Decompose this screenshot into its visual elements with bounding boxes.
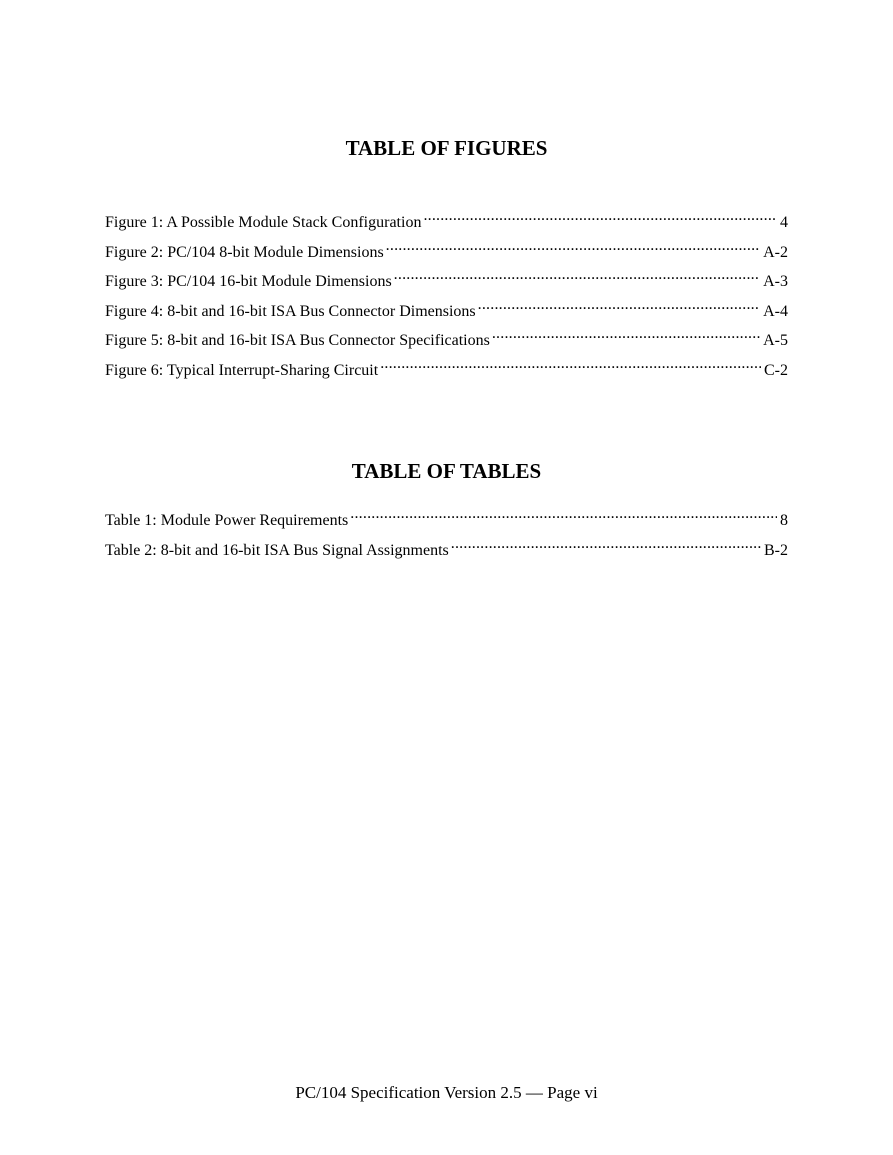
figure-entry[interactable] [105,235,788,265]
entry-page-number: A-3 [763,273,788,290]
dot-leader [451,533,761,555]
entry-title: Figure 1: A Possible Module Stack Configuration [105,214,422,231]
figure-entry[interactable] [105,264,788,294]
entry-page-number: A-2 [763,243,788,261]
entry-page-number: A-4 [763,302,788,320]
entry-page-number: C-2 [764,361,788,379]
page-footer: PC/104 Specification Version 2.5 — Page vi [295,1083,598,1102]
entry-title: Table 1: Module Power Requirements [105,512,349,529]
dot-leader [386,235,760,257]
entry-page-number: B-2 [764,541,788,559]
figure-entry[interactable] [105,205,788,235]
entry-page-number: A-5 [763,332,788,349]
dot-leader [492,323,760,345]
entry-title: Figure 2: PC/104 8-bit Module Dimensions [105,243,384,261]
entry-title: Figure 4: 8-bit and 16-bit ISA Bus Connector Dimensions [105,302,476,320]
figure-entry[interactable] [105,353,788,383]
figures-list [105,205,788,382]
figure-entry[interactable] [105,323,788,353]
entry-page-number: 8 [780,512,788,529]
table-of-tables-heading: TABLE OF TABLES [351,459,542,483]
entry-title: Figure 3: PC/104 16-bit Module Dimensions [105,273,392,290]
entry-title: Figure 5: 8-bit and 16-bit ISA Bus Connector Specifications [105,332,490,349]
tables-list [105,503,788,562]
table-of-figures-heading: TABLE OF FIGURES [345,136,548,160]
dot-leader [423,205,777,227]
dot-leader [478,294,760,316]
entry-title: Figure 6: Typical Interrupt-Sharing Circuit [105,361,379,379]
dot-leader [394,264,760,286]
table-entry[interactable] [105,503,788,533]
entry-page-number: 4 [780,214,788,231]
entry-title: Table 2: 8-bit and 16-bit ISA Bus Signal Assignments [105,541,449,559]
dot-leader [380,353,761,375]
figure-entry[interactable] [105,294,788,324]
dot-leader [350,503,777,525]
table-entry[interactable] [105,533,788,563]
